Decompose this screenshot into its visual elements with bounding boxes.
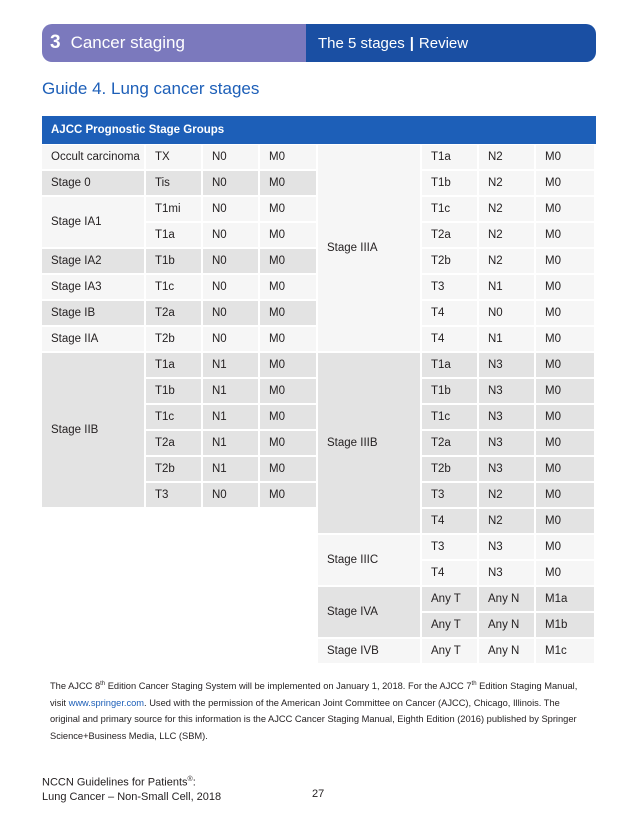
- right-n-cell: N3: [479, 431, 534, 455]
- right-n-cell: Any N: [479, 639, 534, 663]
- footnote-text-2: Edition Cancer Staging System will be implemented on January 1, 2018. For the AJCC 7: [105, 681, 472, 692]
- left-t-cell: T2b: [146, 327, 201, 351]
- right-n-cell: N1: [479, 327, 534, 351]
- left-n-cell: N1: [203, 353, 258, 377]
- right-m-cell: M0: [536, 275, 594, 299]
- subsection-title: Review: [418, 34, 469, 52]
- left-n-cell: N0: [203, 301, 258, 325]
- right-m-cell: M0: [536, 301, 594, 325]
- left-stage-label: Stage IA3: [42, 275, 144, 299]
- left-n-cell: N0: [203, 223, 258, 247]
- right-t-cell: T1c: [422, 405, 477, 429]
- left-n-cell: N0: [203, 275, 258, 299]
- left-m-cell: M0: [260, 275, 316, 299]
- right-t-cell: T3: [422, 275, 477, 299]
- left-n-cell: N0: [203, 249, 258, 273]
- right-m-cell: M0: [536, 197, 594, 221]
- right-stage-label: Stage IIIA: [318, 145, 420, 351]
- right-m-cell: M0: [536, 171, 594, 195]
- guide-title: Guide 4. Lung cancer stages: [42, 79, 260, 98]
- right-m-cell: M0: [536, 405, 594, 429]
- left-t-cell: Tis: [146, 171, 201, 195]
- left-n-cell: N0: [203, 171, 258, 195]
- right-m-cell: M0: [536, 509, 594, 533]
- right-t-cell: T4: [422, 509, 477, 533]
- right-m-cell: M1b: [536, 613, 594, 637]
- left-n-cell: N0: [203, 197, 258, 221]
- footer-guideline-title: NCCN Guidelines for Patients: [42, 776, 188, 789]
- left-t-cell: T1a: [146, 353, 201, 377]
- left-stage-label: Stage IIA: [42, 327, 144, 351]
- left-t-cell: T1mi: [146, 197, 201, 221]
- footnote-text-4: . Used with the permission of the American Joint Committee on Cancer (AJCC), Chicago, Illinois. The original and primary source for this information is the AJCC Cancer Staging Manual, Eighth Edition (2016) published by Springer Science+Business Media, LLC (SBM).: [50, 697, 577, 741]
- right-n-cell: N3: [479, 405, 534, 429]
- section-title: The 5 stages: [318, 34, 405, 52]
- left-stage-label: Stage IA1: [42, 197, 144, 247]
- right-t-cell: T2a: [422, 223, 477, 247]
- left-m-cell: M0: [260, 249, 316, 273]
- right-m-cell: M0: [536, 535, 594, 559]
- left-n-cell: N1: [203, 379, 258, 403]
- right-t-cell: T1a: [422, 145, 477, 169]
- right-m-cell: M1c: [536, 639, 594, 663]
- chapter-number: 3: [50, 32, 61, 53]
- right-t-cell: T1b: [422, 171, 477, 195]
- right-stage-label: Stage IIIB: [318, 353, 420, 533]
- left-m-cell: M0: [260, 327, 316, 351]
- left-m-cell: M0: [260, 405, 316, 429]
- table-heading: [42, 116, 596, 144]
- right-t-cell: Any T: [422, 613, 477, 637]
- table-heading-text: AJCC Prognostic Stage Groups: [51, 124, 225, 136]
- footnote: [50, 676, 590, 744]
- left-m-cell: M0: [260, 223, 316, 247]
- left-m-cell: M0: [260, 353, 316, 377]
- right-t-cell: T2b: [422, 457, 477, 481]
- springer-link[interactable]: www.springer.com: [68, 697, 145, 708]
- right-m-cell: M0: [536, 483, 594, 507]
- left-n-cell: N1: [203, 457, 258, 481]
- right-m-cell: M0: [536, 457, 594, 481]
- left-t-cell: T1b: [146, 379, 201, 403]
- left-stage-label: Stage IIB: [42, 353, 144, 507]
- right-m-cell: M0: [536, 327, 594, 351]
- left-stage-label: Stage 0: [42, 171, 144, 195]
- right-n-cell: N1: [479, 275, 534, 299]
- right-t-cell: T1b: [422, 379, 477, 403]
- left-m-cell: M0: [260, 457, 316, 481]
- right-t-cell: T4: [422, 301, 477, 325]
- left-n-cell: N0: [203, 145, 258, 169]
- right-n-cell: Any N: [479, 587, 534, 611]
- right-n-cell: N3: [479, 535, 534, 559]
- left-m-cell: M0: [260, 301, 316, 325]
- left-m-cell: M0: [260, 379, 316, 403]
- right-n-cell: N2: [479, 223, 534, 247]
- page-footer: [42, 773, 221, 804]
- right-t-cell: T3: [422, 483, 477, 507]
- right-m-cell: M0: [536, 431, 594, 455]
- right-t-cell: T1c: [422, 197, 477, 221]
- left-t-cell: T2a: [146, 301, 201, 325]
- right-n-cell: N2: [479, 145, 534, 169]
- right-t-cell: T4: [422, 327, 477, 351]
- left-stage-label: Stage IB: [42, 301, 144, 325]
- left-n-cell: N0: [203, 327, 258, 351]
- section-tab: [306, 24, 596, 62]
- left-m-cell: M0: [260, 483, 316, 507]
- right-n-cell: N3: [479, 379, 534, 403]
- footnote-text-1: The AJCC 8: [50, 681, 101, 692]
- left-t-cell: TX: [146, 145, 201, 169]
- footer-colon: :: [192, 776, 196, 789]
- left-t-cell: T1a: [146, 223, 201, 247]
- footer-subtitle: Lung Cancer – Non-Small Cell, 2018: [42, 790, 222, 803]
- registered-mark: ®: [187, 776, 193, 783]
- left-n-cell: N0: [203, 483, 258, 507]
- left-t-cell: T1b: [146, 249, 201, 273]
- left-m-cell: M0: [260, 145, 316, 169]
- right-t-cell: Any T: [422, 587, 477, 611]
- left-m-cell: M0: [260, 431, 316, 455]
- right-t-cell: T4: [422, 561, 477, 585]
- right-n-cell: N2: [479, 197, 534, 221]
- footnote-sup-1: th: [100, 681, 106, 687]
- left-t-cell: T1c: [146, 275, 201, 299]
- right-n-cell: N3: [479, 457, 534, 481]
- right-t-cell: T3: [422, 535, 477, 559]
- right-stage-label: Stage IIIC: [318, 535, 420, 585]
- left-n-cell: N1: [203, 405, 258, 429]
- right-t-cell: T1a: [422, 353, 477, 377]
- right-t-cell: T2a: [422, 431, 477, 455]
- left-stage-label: Stage IA2: [42, 249, 144, 273]
- right-n-cell: N2: [479, 483, 534, 507]
- right-m-cell: M1a: [536, 587, 594, 611]
- footnote-sup-2: th: [471, 681, 477, 687]
- right-t-cell: T2b: [422, 249, 477, 273]
- right-t-cell: Any T: [422, 639, 477, 663]
- right-n-cell: N3: [479, 561, 534, 585]
- left-t-cell: T3: [146, 483, 201, 507]
- chapter-header: [42, 24, 596, 62]
- right-m-cell: M0: [536, 223, 594, 247]
- right-m-cell: M0: [536, 379, 594, 403]
- section-separator: |: [409, 34, 414, 52]
- right-stage-label: Stage IVB: [318, 639, 420, 663]
- left-t-cell: T2a: [146, 431, 201, 455]
- page-number: 27: [312, 788, 325, 800]
- left-t-cell: T1c: [146, 405, 201, 429]
- right-m-cell: M0: [536, 353, 594, 377]
- left-m-cell: M0: [260, 197, 316, 221]
- right-n-cell: Any N: [479, 613, 534, 637]
- right-n-cell: N2: [479, 249, 534, 273]
- right-m-cell: M0: [536, 145, 594, 169]
- footnote-text-3: Edition Staging Manual, visit: [50, 681, 578, 708]
- left-n-cell: N1: [203, 431, 258, 455]
- right-m-cell: M0: [536, 249, 594, 273]
- right-n-cell: N2: [479, 171, 534, 195]
- chapter-tab: [42, 24, 306, 62]
- left-stage-label: Occult carcinoma: [42, 145, 144, 169]
- left-m-cell: M0: [260, 171, 316, 195]
- left-t-cell: T2b: [146, 457, 201, 481]
- right-stage-label: Stage IVA: [318, 587, 420, 637]
- right-n-cell: N2: [479, 509, 534, 533]
- right-n-cell: N0: [479, 301, 534, 325]
- chapter-title: Cancer staging: [70, 33, 185, 52]
- right-n-cell: N3: [479, 353, 534, 377]
- right-m-cell: M0: [536, 561, 594, 585]
